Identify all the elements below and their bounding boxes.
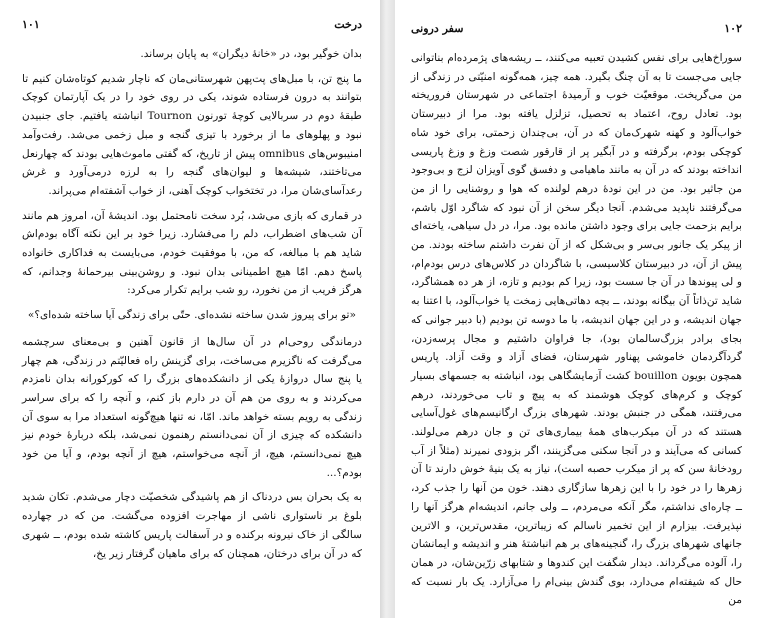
paragraph: در قماری که بازی می‌شد، بُرد سخت نامحتمل بود. اندیشهٔ آن، امروز هم مانند آن شب‌های اضطراب، دلم را می‌فشارد. زیرا خود بر این نکته آگاه بودم‌اش شاید هم با مبالغه، که من، با موفقیت خودم، می‌بایست به فداکاری خانواده پاسخ دهم. امّا هیچ اطمینانی بدان نبود. و روشن‌بینی بیرحمانهٔ وجدانم، که هرگز فریب از من نخورد، رو شب برایم تکرار می‌کرد: [22, 209, 362, 297]
quoted-verse: «تو برای پیروز شدن ساخته نشده‌ای. حتّی برای زندگی آیا ساخته شده‌ای؟» [27, 309, 356, 322]
left-page-body [22, 45, 362, 563]
paragraph: به یک بحران بس دردناک از هم پاشیدگی شخصیّت دچار می‌شدم. تکان شدید بلوغ بر ناستواری ناشی از مهاجرت افزوده می‌گشت. من که در چهارده سالگی از خاک نیرونه برکنده و در آسفالت پاریس کاشته شده بودم، ــ شهری که در آن برای درختان، همچنان که برای ماهیان گرفتار زیر یخ، [22, 491, 362, 560]
left-page-title: درخت [334, 18, 362, 31]
paragraph: ما پنج تن، با مبل‌های پت‌پهن شهرستانی‌مان که ناچار شدیم کوتاه‌شان کنیم تا بتوانند به درون فرستاده شوند، یکی در روی خود را در یک آپارتمان کوچک طبقهٔ دوم در سربالایی کوچهٔ تورنون Tournon انباشته یافتیم. جای جنبیدن نبود و پهلوهای ما از برخورد با تیزی گنجه و مبل زخمی می‌شد. رفت‌وآمد امنیبوس‌های omnibus پیش از تاریخ، که گفتی ماموث‌هایی بودند که چهارنعل می‌تاختند، شیشه‌ها و لیوان‌های گنجه را به لرزه درمی‌آورد و غرش رعدآسای‌شان مرا، در تختخواب کوچک آهنی، از خواب آشفته‌ام می‌پراند. [22, 72, 362, 197]
right-page [395, 0, 768, 618]
right-page-header [411, 22, 742, 35]
left-page [0, 0, 380, 618]
paragraph: درماندگی روحی‌ام در آن سال‌ها از قانون آهنین و بی‌معنای سرچشمه می‌گرفت که ناگزیرم می‌ساخت، برای گزینش راه فعالیّتم در زندگی، هم چهار یا پنج سال دروازهٔ یکی از دانشکده‌های بزرگ را که کورکورانه بدان نامزدم می‌کردند و به روی من هم آن در دارم باز کنم، و آنچه را که برای سراسر زندگی به رویم بسته خواهد ماند. امّا، نه تنها هیچ‌گونه استعداد مرا به سوی آن دانشکده که چیزی از آن نمی‌دانستم رهنمون نمی‌شد، بلکه دربارهٔ خودم نیز هیچ نمی‌دانستم، هیچ، از آنچه می‌خواستم، هیچ از آنچه بودم، و آیا من خود بودم؟... [22, 335, 362, 479]
right-page-body [411, 49, 742, 610]
book-gutter [380, 0, 395, 618]
right-page-title: سفر درونی [411, 22, 464, 35]
left-page-header [22, 18, 362, 31]
paragraph: بدان خوگیر بود، در «خانهٔ دیگران» به پایان برساند. [140, 48, 362, 60]
left-page-number: ۱۰۱ [22, 18, 40, 31]
paragraph: سوراخ‌هایی برای نفس کشیدن تعبیه می‌کنند، ــ ریشه‌های پژمرده‌ام بناتوانی جایی می‌جست تا به آن چنگ بگیرد. همه چیز، همه‌گونه امنیّتی در زندگی از من می‌گریخت. موقعیّت خوب و آرمیدهٔ اجتماعی در شهرستان فروریخته بود. تعادل روح، اعتماد به تحصیل، تزلزل یافته بود. مرا از دبیرستان خواب‌آلود و کهنه شهرک‌مان که در آن، بی‌چندان زحمتی، برای خود شاه کوچکی بودم، برگرفته و در آبگیر پر از قارقور شصت وزغ و وزغ پاریسی انداخته بودند که در آن به مانند ماهیامی و دفسق گوی آویزان لزج و بی‌وجود من جاثیر بود. من در این نوده‌ٔ درهم لولنده که هوا و روشنایی را از من می‌گرفتند ناپدید می‌شدم. آنجا دیگر سخن از آن نبود که شاگرد اوّل باشم، برایم بزحمت جایی برای وجود داشتن مانده بود. مرا، در دل سیاهی، یاخته‌ای از پیکر یک جانور بی‌سر و بی‌شکل که از آن نفرت داشتم ساخته بودند. من پیش از آن، در دبیرستان کلاسیسی، با شاگردان در کلاس‌های درس بودم‌ام، و لی پیوندها در آن جا سست بود، زیرا کم بودیم و تازه، از هر ده همشاگرد، شاید تن‌ذاتاً آن بیگانه بودند، ــ بچه دهاتی‌هایی زمخت یا خواب‌آلود، با اعتنا به جهان اندیشه، و در این جهان اندیشه، با ما دوسه تن بودیم (با دبیر جوانی که بجای برادر بزرگ‌سالمان بود)، جا فراوان داشتیم و مجال پرسه‌زدن، گردآگردمان خاموشی پهناور شهرستان، فضای آزاد و وقت آزاد. پاریس همچون بویون bouillon کشت آزمایشگاهی بود، انباشته به جسمهای بسیار کوچک و کرم‌های کوچک هوشمند که به پیچ و تاب می‌خوردند، درهم می‌رفتند، همگی در جنبش بودند. شهرهای بزرگ ارگانیسم‌های غول‌آسایی هستند که در آن میکرب‌های همهٔ بیماری‌های تن و جان درهم می‌لولند. کسانی که می‌آیند و در آنجا سکنی می‌گزینند، اگر بزودی نمیرند (مثلاً از آب رودخانه‌ٔ سن که پر از میکرب حصبه است)، نیاز به یک بنیهٔ خوش دارند تا آن زهرها را در خود را با این زهرها سازگاری دهند. خون من آنها را جذب کرد، ــ چاره‌ای نداشتم، مگر آنکه می‌مردم، ــ ولی جانم، اندیشه‌ام هرگز آنها را نپذیرفت. بیزارم از این تخمیر ناسالم که زیباترین، مقدس‌ترین، و الاترین جانهای شهرهای بزرگ را، گنجینه‌های بر هم انباشتهٔ هنر و اندیشه و ایمانشان را، آلوده می‌گرداند. دیدار شگفت این کندوها و شتابهای زرّین‌شان، در همان حال که شیفته‌ام می‌دارد، بوی گندش بینی‌ام را می‌آزارد. یک بار نسبت که من [411, 52, 742, 607]
right-page-number: ۱۰۲ [724, 22, 742, 35]
